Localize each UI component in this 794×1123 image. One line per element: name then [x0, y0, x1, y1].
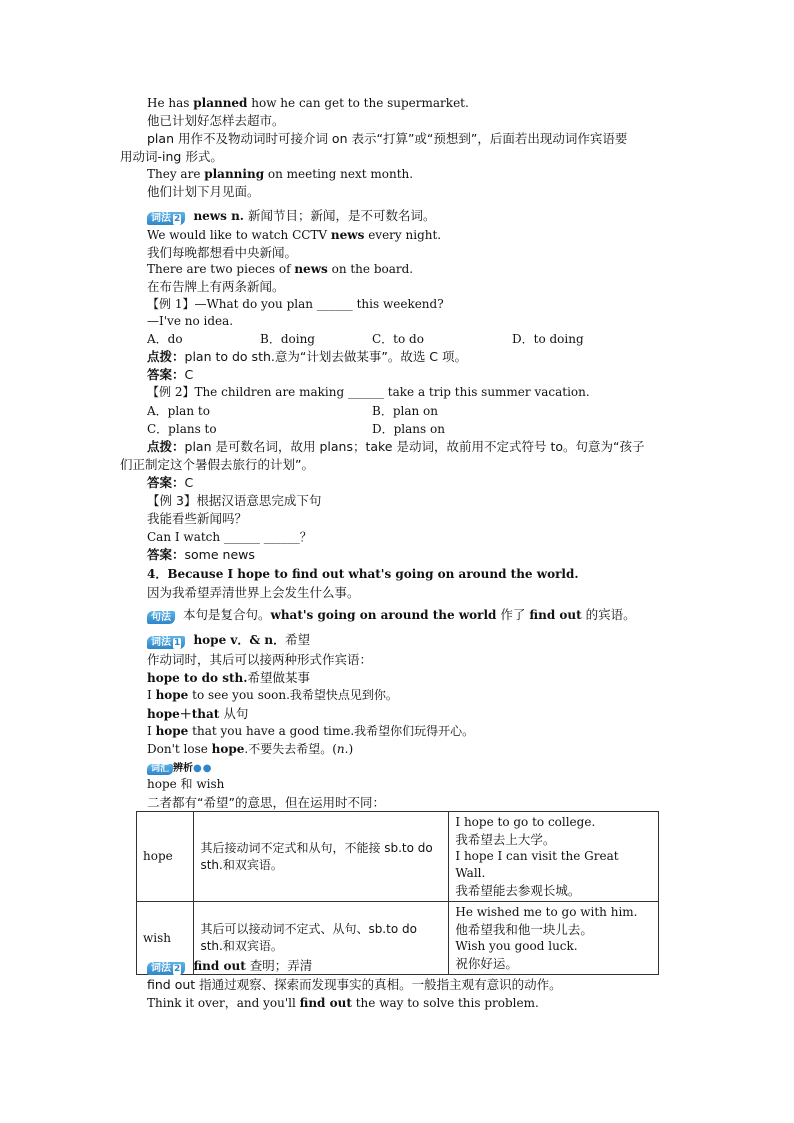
hope-usage: 作动词时，其后可以接两种形式作宾语： [147, 652, 373, 667]
table-cell-usage: 其后可以接动词不定式、从句、sb.to do sth.和双宾语。 [194, 902, 449, 975]
example-2-tip: 点拨：plan 是可数名词，故用 plans；take 是动词，故前用不定式符号 to。句意为“孩子 [147, 439, 645, 454]
sentence-4-translation: 因为我希望弄清世界上会发生什么事。 [147, 585, 360, 600]
example-1-option-c: C．to do [372, 332, 424, 346]
hope-pattern-2: hope＋that 从句 [147, 706, 249, 721]
sentence-4-heading: 4．Because I hope to find out what's going on around the world. [147, 567, 579, 581]
findout-usage: find out 指通过观察、探索而发现事实的真相。一般指主观有意识的动作。 [147, 977, 562, 992]
findout-heading: 词法 2 find out 查明；弄清 [147, 957, 312, 975]
example-2-option-b: B．plan on [372, 404, 438, 418]
table-cell-word: wish [137, 902, 194, 975]
example-2-question: 【例 2】The children are making ______ take a trip this summer vacation. [147, 385, 590, 399]
example-2-option-a: A．plan to [147, 404, 210, 418]
example-3-chinese: 我能看些新闻吗？ [147, 511, 248, 526]
example-1-option-a: A．do [147, 332, 183, 346]
table-cell-word: hope [137, 812, 194, 902]
example-1-reply: —I've no idea. [147, 314, 234, 328]
plan-usage-note-cont: 用动词-ing 形式。 [120, 149, 223, 164]
cifa-badge: 词法 2 [147, 962, 185, 975]
table-row [137, 812, 659, 902]
hope-heading: 词法 1 hope v．& n．希望 [147, 631, 310, 649]
plan-usage-note: plan 用作不及物动词时可接介词 on 表示“打算”或“预想到”，后面若出现动词作宾语要 [147, 131, 628, 146]
cihui-bianxi-label: 词汇 辨析●● [147, 759, 212, 777]
example-1-answer: 答案：C [147, 367, 194, 382]
sentence-planning: They are planning on meeting next month. [147, 167, 414, 181]
compare-title: hope 和 wish [147, 777, 225, 791]
hope-example-1: I hope to see you soon.我希望快点见到你。 [147, 688, 398, 702]
translation-news-2: 在布告牌上有两条新闻。 [147, 279, 285, 294]
translation-news-1: 我们每晚都想看中央新闻。 [147, 245, 298, 260]
example-3-sentence: Can I watch ______ ______？ [147, 530, 312, 544]
cifa-badge: 词法 2 [147, 212, 185, 225]
example-3-instruction: 【例 3】根据汉语意思完成下句 [147, 493, 322, 508]
jufa-note: 句法 本句是复合句。what's going on around the world 作了 find out 的宾语。 [147, 606, 636, 624]
news-heading: 词法 2 news n. 新闻节目；新闻，是不可数名词。 [147, 207, 435, 225]
example-1-option-d: D．to doing [512, 332, 584, 346]
jufa-badge: 句法 [147, 611, 175, 624]
example-3-answer: 答案：some news [147, 547, 255, 562]
example-1-tip: 点拨：plan to do sth.意为“计划去做某事”。故选 C 项。 [147, 349, 467, 364]
compare-intro: 二者都有“希望”的意思，但在运用时不同： [147, 795, 385, 810]
hope-example-3: Don't lose hope.不要失去希望。(n.) [147, 742, 354, 756]
cihui-badge: 词汇 [147, 764, 173, 775]
example-2-option-c: C．plans to [147, 422, 217, 436]
decor-dots: ●● [193, 763, 213, 774]
sentence-planned: He has planned how he can get to the supermarket. [147, 96, 469, 110]
table-cell-examples: He wished me to go with him. 他希望我和他一块儿去。 Wish you good luck. 祝你好运。 [449, 902, 659, 975]
example-1-question: 【例 1】—What do you plan ______ this weekend? [147, 297, 444, 311]
example-2-answer: 答案：C [147, 475, 194, 490]
table-cell-examples: I hope to go to college. 我希望去上大学。 I hope I can visit the Great Wall. 我希望能去参观长城。 [449, 812, 659, 902]
table-cell-usage: 其后接动词不定式和从句，不能接 sb.to do sth.和双宾语。 [194, 812, 449, 902]
sentence-news-1: We would like to watch CCTV news every night. [147, 228, 442, 242]
findout-example: Think it over，and you'll find out the way to solve this problem. [147, 996, 539, 1010]
hope-wish-table [136, 811, 659, 975]
hope-pattern-1: hope to do sth.希望做某事 [147, 670, 310, 685]
example-2-option-d: D．plans on [372, 422, 445, 436]
translation-planned: 他已计划好怎样去超市。 [147, 113, 285, 128]
example-1-option-b: B．doing [260, 332, 315, 346]
translation-planning: 他们计划下月见面。 [147, 184, 260, 199]
sentence-news-2: There are two pieces of news on the board. [147, 262, 414, 276]
example-2-tip-cont: 们正制定这个暑假去旅行的计划”。 [120, 457, 314, 472]
hope-example-2: I hope that you have a good time.我希望你们玩得开心。 [147, 724, 475, 738]
cifa-badge: 词法 1 [147, 636, 185, 649]
